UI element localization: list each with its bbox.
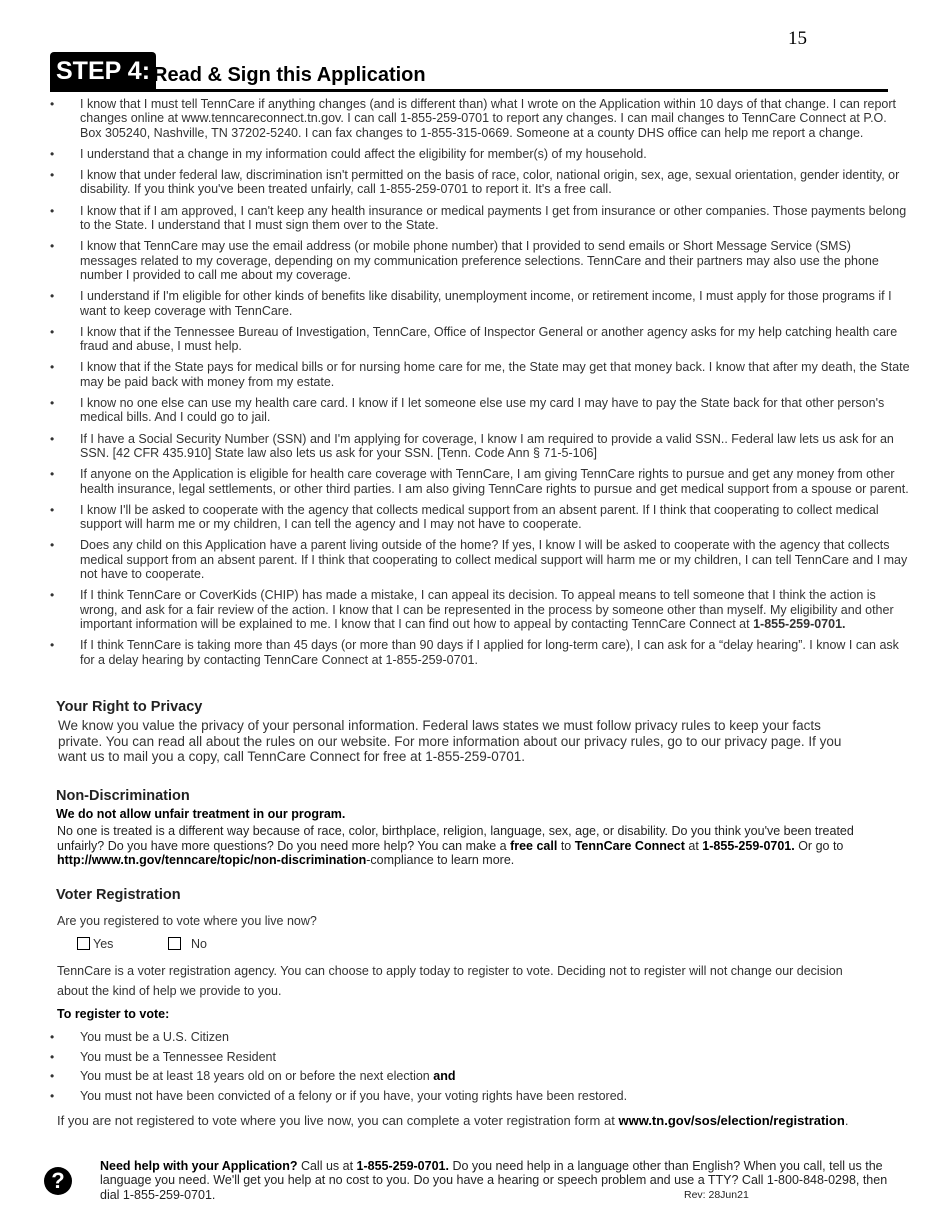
- list-item: [50, 1089, 910, 1109]
- item-text: Does any child on this Application have a parent living outside of the home? If yes, I know I will be asked to cooperate with the agency that collects medical support from an absent parent. If I think that cooperating to collect medical support will harm me or my children, I can tell TennCare and I may not have to cooperate.: [80, 538, 908, 582]
- registration-link[interactable]: www.tn.gov/sos/election/registration: [618, 1113, 845, 1128]
- item-text: I understand if I'm eligible for other kinds of benefits like disability, unemployment income, or retirement income, I must apply for those programs if I want to keep coverage with TennCare.: [80, 289, 892, 318]
- list-item: [50, 360, 910, 389]
- list-item: [50, 432, 910, 461]
- form-text: If you are not registered to vote where you live now, you can complete a voter registration form at: [57, 1113, 619, 1128]
- list-item: [50, 97, 910, 140]
- requirement-text: You must be a Tennessee Resident: [80, 1049, 276, 1064]
- list-item: [50, 147, 910, 161]
- bullet-icon: •: [50, 588, 55, 603]
- voter-agency-text: TennCare is a voter registration agency. You can choose to apply today to register to vote. Deciding not to register will not change our decision about the kind of help we provide to you.: [57, 964, 843, 998]
- no-option[interactable]: [168, 937, 207, 951]
- list-item: [50, 168, 910, 197]
- list-item: [50, 538, 910, 581]
- registration-form-line: [57, 1113, 848, 1128]
- nd-text-4: Or go to: [794, 838, 844, 853]
- list-item: [50, 467, 910, 496]
- bullet-icon: •: [50, 467, 55, 482]
- voter-heading: Voter Registration: [56, 887, 181, 903]
- yes-checkbox[interactable]: [77, 937, 90, 950]
- privacy-heading: Your Right to Privacy: [56, 699, 203, 715]
- bullet-icon: •: [50, 324, 55, 339]
- list-item: [50, 204, 910, 233]
- voter-requirements: [50, 1030, 910, 1108]
- nondiscrimination-heading: Non-Discrimination: [56, 788, 190, 804]
- step-badge: STEP 4:: [50, 52, 156, 90]
- yes-label: Yes: [93, 937, 114, 951]
- list-item: [50, 503, 910, 532]
- item-text: I know no one else can use my health care card. I know if I let someone else use my card I may have to pay the State back for that other person's medical bills. And I could go to jail.: [80, 396, 885, 425]
- bullet-icon: •: [50, 289, 55, 304]
- item-text: If I have a Social Security Number (SSN) and I'm applying for coverage, I know I am required to provide a valid SSN.. Federal law lets us ask for an SSN. [42 CFR 435.910] State law also lets us ask for your SSN. [Tenn. Code Ann § 71-5-106]: [80, 431, 894, 460]
- item-text: If I think TennCare or CoverKids (CHIP) has made a mistake, I can appeal its decision. To appeal means to tell someone that I think the action is wrong, and ask for a fair review of the action. I know that I can be represented in the process by someone other than myself. My eligibility and other important information will be explained to me. I know that I can find out how to appeal by contacting TennCare Connect at: [80, 588, 894, 631]
- form-end: .: [844, 1113, 849, 1128]
- bullet-icon: •: [50, 146, 55, 161]
- list-item-appeal: [50, 588, 910, 631]
- list-item: [50, 325, 910, 354]
- bullet-icon: •: [50, 431, 55, 446]
- list-item: [50, 396, 910, 425]
- bullet-icon: •: [50, 360, 55, 375]
- item-text: I know that I must tell TennCare if anything changes (and is different than) what I wrote on the Application within 10 days of that change. I can report changes online at www.tenncareconnect.tn.gov. I can call 1-855-259-0701 to report any changes. I can mail changes to TennCare Connect at P.O. Box 305240, Nashville, TN 37202-5240. I can fax changes to 1-855-315-0669. Someone at a county DHS office can help me report a change.: [80, 97, 896, 140]
- help-icon: ?: [44, 1167, 72, 1195]
- help-text: [100, 1159, 900, 1202]
- list-item: [50, 1050, 910, 1070]
- help-text-2: Do you need help in a language other than English? When you call, tell us the language you need. We'll get you help at no cost to you. Do you have a hearing or speech problem and use a TTY? Call 1-800-848-0298, then dial 1-855-259-0701.: [100, 1159, 888, 1202]
- bullet-icon: •: [50, 97, 55, 111]
- page-number: 15: [788, 28, 807, 49]
- nd-phone: 1-855-259-0701.: [702, 838, 795, 853]
- bullet-icon: •: [50, 1049, 55, 1064]
- item-text: I know I'll be asked to cooperate with the agency that collects medical support from an absent parent. If I think that cooperating to collect medical support will harm me or my children, I can tell the agency and I may not have to cooperate.: [80, 502, 879, 532]
- item-text: I understand that a change in my information could affect the eligibility for member(s) of my household.: [80, 146, 647, 161]
- bullet-icon: •: [50, 502, 55, 517]
- item-text: If anyone on the Application is eligible for health care coverage with TennCare, I am giving TennCare rights to pursue and get any money from other health insurance, legal settlements, or other third parties. I am also giving TennCare rights to pursue and get medical support from a spouse or parent.: [80, 467, 909, 496]
- list-item: [50, 239, 910, 282]
- item-text: I know that if the Tennessee Bureau of Investigation, TennCare, Office of Inspector General or another agency asks for my help catching health care fraud and abuse, I must help.: [80, 324, 898, 354]
- bullet-icon: •: [50, 396, 55, 411]
- appeal-phone: 1-855-259-0701.: [753, 616, 846, 631]
- yes-option[interactable]: [77, 937, 113, 951]
- nondiscrimination-link[interactable]: http://www.tn.gov/tenncare/topic/non-discrimination: [57, 853, 367, 867]
- free-call: free call: [510, 838, 558, 853]
- bullet-icon: •: [50, 1030, 55, 1044]
- help-lead: Need help with your Application?: [100, 1159, 298, 1173]
- requirement-text: You must not have been convicted of a felony or if you have, your voting rights have been restored.: [80, 1088, 628, 1103]
- nondiscrimination-subheading: We do not allow unfair treatment in our program.: [56, 807, 346, 821]
- bullet-icon: •: [50, 1088, 55, 1103]
- voter-question: Are you registered to vote where you live now?: [57, 914, 317, 928]
- item-text: I know that if the State pays for medical bills or for nursing home care for me, the State may get that money back. I know that after my death, the State may be paid back with money from my estate.: [80, 360, 910, 389]
- nd-text-1: No one is treated is a different way because of race, color, birthplace, religion, language, sex, age, or disability. Do you think you've been treated unfairly? Do you have more questions? Do you need more help? You can make a: [57, 824, 854, 853]
- nd-text-3: at: [684, 838, 703, 853]
- no-label: No: [190, 937, 207, 951]
- tenncare-connect: TennCare Connect: [574, 838, 685, 853]
- acknowledgement-list: [50, 97, 910, 674]
- list-item: [50, 289, 910, 318]
- to-register-heading: To register to vote:: [57, 1007, 170, 1021]
- item-text: I know that under federal law, discrimination isn't permitted on the basis of race, color, national origin, sex, age, sexual orientation, gender identity, or disability. If you think you've been treated unfairly, call 1-855-259-0701 to report it. It's a free call.: [80, 168, 900, 197]
- help-phone: 1-855-259-0701.: [356, 1159, 449, 1173]
- privacy-text: We know you value the privacy of your personal information. Federal laws states we must follow privacy rules to keep your facts private. You can read all about the rules on our website. For more information about our privacy rules, go to our privacy page. If you want us to mail you a copy, call TennCare Connect for free at 1-855-259-0701.: [58, 718, 842, 764]
- bullet-icon: •: [50, 203, 55, 218]
- requirement-text: You must be at least 18 years old on or before the next election: [80, 1069, 434, 1083]
- bullet-icon: •: [50, 538, 55, 553]
- bullet-icon: •: [50, 638, 55, 653]
- no-checkbox[interactable]: [168, 937, 181, 950]
- nondiscrimination-text: [57, 824, 887, 868]
- nd-text-2: to: [557, 838, 575, 853]
- requirement-text: You must be a U.S. Citizen: [80, 1030, 229, 1044]
- revision-date: Rev: 28Jun21: [684, 1189, 749, 1201]
- item-text: If I think TennCare is taking more than 45 days (or more than 90 days if I applied for long-term care), I can ask for a “delay hearing”. I know I can ask for a delay hearing by contacting TennCare Connect at 1-855-259-0701.: [80, 638, 899, 667]
- step-header: [50, 50, 888, 92]
- help-text-1: Call us at: [297, 1159, 357, 1173]
- step-title: Read & Sign this Application: [153, 64, 426, 86]
- bullet-icon: •: [50, 239, 55, 254]
- bullet-icon: •: [50, 1069, 55, 1083]
- item-text: I know that if I am approved, I can't keep any health insurance or medical payments I get from insurance or other companies. Those payments belong to the State. I understand that I must sign them over to the State.: [80, 203, 907, 233]
- nd-text-5: -compliance to learn more.: [366, 853, 515, 867]
- step-underline: [50, 89, 888, 92]
- list-item: [50, 1030, 910, 1050]
- item-text: I know that TennCare may use the email address (or mobile phone number) that I provided to send emails or Short Message Service (SMS) messages related to my coverage, depending on my communication preference selections. TennCare and their partners may also use the phone number I provided to call me about my coverage.: [80, 239, 879, 282]
- list-item-delay: [50, 638, 910, 667]
- list-item: [50, 1069, 910, 1089]
- bullet-icon: •: [50, 168, 55, 183]
- requirement-and: and: [433, 1069, 456, 1083]
